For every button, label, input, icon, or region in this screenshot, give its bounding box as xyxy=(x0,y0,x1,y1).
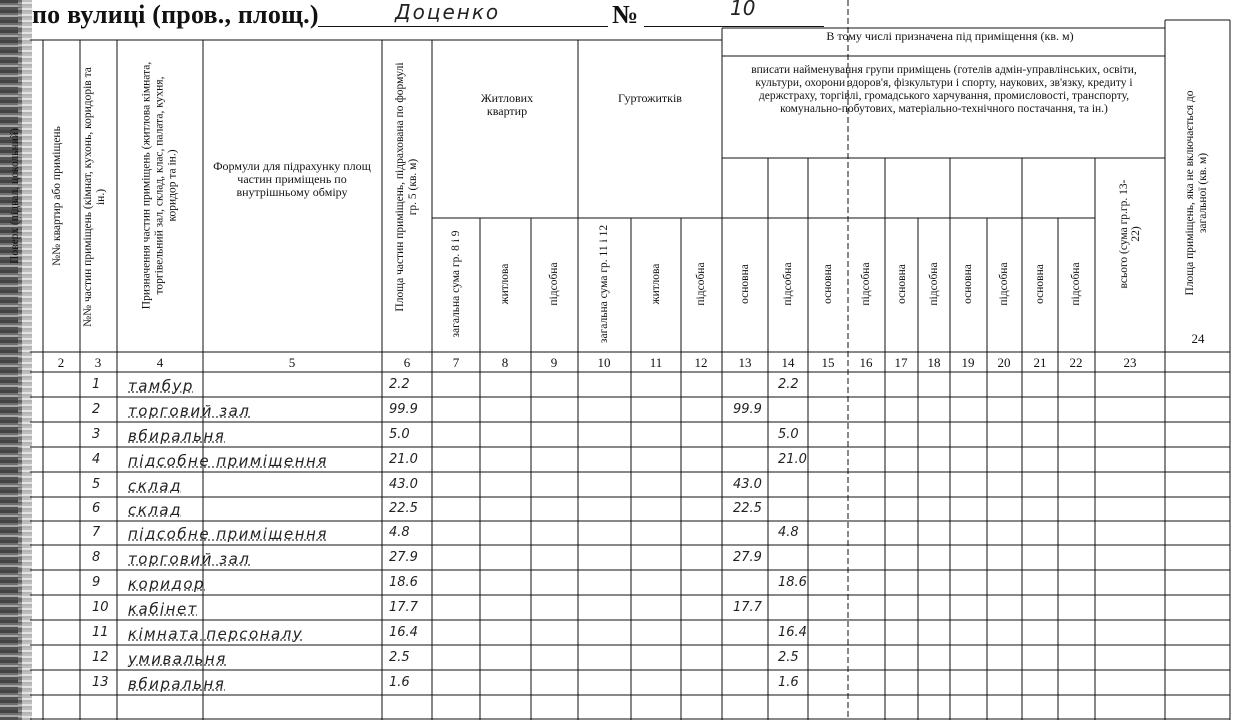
room-name: торговий зал xyxy=(128,402,251,420)
group-header: В тому числі призначена під приміщення (кв. м) xyxy=(826,29,1074,43)
column-number: 13 xyxy=(738,355,752,370)
room-area: 2.5 xyxy=(389,650,410,665)
col1-header: Поверх (підвал, цокольний) xyxy=(9,128,21,264)
col2-header: №№ квартир або приміщень xyxy=(51,126,63,266)
room-name: вбиральня xyxy=(128,675,226,693)
room-name: умивальня xyxy=(128,650,227,668)
street-label: по вулиці (пров., площ.) xyxy=(32,0,319,29)
number-value: 10 xyxy=(730,0,756,20)
auxiliary-area: 1.6 xyxy=(778,675,799,690)
room-name: тамбур xyxy=(128,377,194,395)
column-number: 12 xyxy=(694,355,708,370)
auxiliary-area: 16.4 xyxy=(778,625,807,640)
col16-header: підсобна xyxy=(860,262,872,306)
auxiliary-area: 21.0 xyxy=(778,452,807,467)
col12-header: підсобна xyxy=(695,262,707,306)
room-name: підсобне приміщення xyxy=(128,525,328,543)
col11-header: житлова xyxy=(650,263,662,305)
room-area: 99.9 xyxy=(389,402,418,417)
column-number: 16 xyxy=(859,355,873,370)
column-number: 19 xyxy=(961,355,975,370)
auxiliary-area: 5.0 xyxy=(778,427,799,442)
column-number: 20 xyxy=(997,355,1011,370)
hostels-header: Гуртожитків xyxy=(618,91,682,105)
col4-header: Призначення частин приміщень (житлова кімната, торгівельний зал, склад, клас, палата, кухня, коридор та ін.) xyxy=(140,61,179,310)
room-name: склад xyxy=(128,477,182,495)
column-number: 7 xyxy=(452,355,460,370)
column-number: 9 xyxy=(550,355,558,370)
auxiliary-area: 2.2 xyxy=(778,377,799,392)
col18-header: підсобна xyxy=(928,262,940,306)
room-number: 11 xyxy=(92,625,109,640)
column-number: 2 xyxy=(57,355,65,370)
column-number: 4 xyxy=(156,355,164,370)
room-area: 4.8 xyxy=(389,525,410,540)
room-area: 21.0 xyxy=(389,452,418,467)
column-number: 24 xyxy=(1191,331,1205,346)
column-number: 6 xyxy=(403,355,411,370)
group-subheader: вписати найменування групи приміщень (готелів адмін-управлінських, освіти, культури, охорони здоров'я, фізкультури і спорту, наукових, зв'язку, кредиту і держстраху, торгівлі, громадського харчування, промисловості, транспорту, комунально-побутових, матеріально-технічного постачання, та ін.) xyxy=(751,64,1137,115)
col17-header: основна xyxy=(896,264,908,304)
main-area: 43.0 xyxy=(733,477,762,492)
number-label: № xyxy=(612,0,639,29)
room-number: 8 xyxy=(92,550,101,565)
room-name: підсобне приміщення xyxy=(128,452,328,470)
room-number: 5 xyxy=(92,477,101,492)
room-area: 27.9 xyxy=(389,550,418,565)
room-name: кімната персоналу xyxy=(128,625,304,643)
col15-header: основна xyxy=(822,264,834,304)
room-number: 4 xyxy=(92,452,101,467)
col13-header: основна xyxy=(739,264,751,304)
auxiliary-area: 2.5 xyxy=(778,650,799,665)
col21-header: основна xyxy=(1034,264,1046,304)
col19-header: основна xyxy=(962,264,974,304)
room-name: вбиральня xyxy=(128,427,226,445)
room-number: 3 xyxy=(92,427,101,442)
main-area: 22.5 xyxy=(733,501,762,516)
column-number: 22 xyxy=(1069,355,1083,370)
room-area: 1.6 xyxy=(389,675,410,690)
room-number: 12 xyxy=(92,650,109,665)
main-area: 99.9 xyxy=(733,402,762,417)
column-number: 5 xyxy=(288,355,296,370)
auxiliary-area: 18.6 xyxy=(778,575,807,590)
column-number: 8 xyxy=(501,355,509,370)
room-number: 1 xyxy=(92,377,101,392)
col7-header: загальна сума гр. 8 і 9 xyxy=(450,230,462,338)
column-number: 18 xyxy=(927,355,941,370)
flats-header: Житлових квартир xyxy=(480,91,534,118)
column-number: 14 xyxy=(781,355,795,370)
main-area: 27.9 xyxy=(733,550,762,565)
room-area: 16.4 xyxy=(389,625,418,640)
room-area: 22.5 xyxy=(389,501,418,516)
col8-header: житлова xyxy=(499,263,511,305)
col6-header: Площа частин приміщень, підрахована по формулі гр. 5 (кв. м) xyxy=(394,62,419,312)
column-number: 21 xyxy=(1033,355,1047,370)
col14-header: підсобна xyxy=(782,262,794,306)
room-area: 18.6 xyxy=(389,575,418,590)
room-number: 10 xyxy=(92,600,109,615)
column-number: 23 xyxy=(1123,355,1137,370)
room-number: 9 xyxy=(92,575,101,590)
room-area: 17.7 xyxy=(389,600,418,615)
room-name: склад xyxy=(128,501,182,519)
main-area: 17.7 xyxy=(733,600,762,615)
room-number: 7 xyxy=(92,525,101,540)
col20-header: підсобна xyxy=(998,262,1010,306)
column-number: 11 xyxy=(649,355,663,370)
column-number: 3 xyxy=(94,355,102,370)
col9-header: підсобна xyxy=(548,262,560,306)
street-value: Доценко xyxy=(395,0,501,24)
room-name: коридор xyxy=(128,575,206,593)
room-area: 2.2 xyxy=(389,377,410,392)
column-number: 17 xyxy=(894,355,908,370)
room-area: 43.0 xyxy=(389,477,418,492)
col23-header: всього (сума гр.гр. 13-22) xyxy=(1118,179,1142,289)
room-name: торговий зал xyxy=(128,550,251,568)
col10-header: загальна сума гр. 11 і 12 xyxy=(598,224,610,344)
col22-header: підсобна xyxy=(1070,262,1082,306)
column-number: 10 xyxy=(597,355,611,370)
col3-header: №№ частин приміщень (кімнат, кухонь, коридорів та ін.) xyxy=(82,67,107,327)
column-number: 15 xyxy=(821,355,835,370)
room-number: 2 xyxy=(92,402,101,417)
room-area: 5.0 xyxy=(389,427,410,442)
auxiliary-area: 4.8 xyxy=(778,525,799,540)
col24-header: Площа приміщень, яка не включається до загальної (кв. м) xyxy=(1184,90,1209,296)
room-name: кабінет xyxy=(128,600,198,618)
room-number: 6 xyxy=(92,501,101,516)
room-number: 13 xyxy=(92,675,109,690)
col5-header: Формули для підрахунку площ частин приміщень по внутрішньому обміру xyxy=(213,159,371,199)
